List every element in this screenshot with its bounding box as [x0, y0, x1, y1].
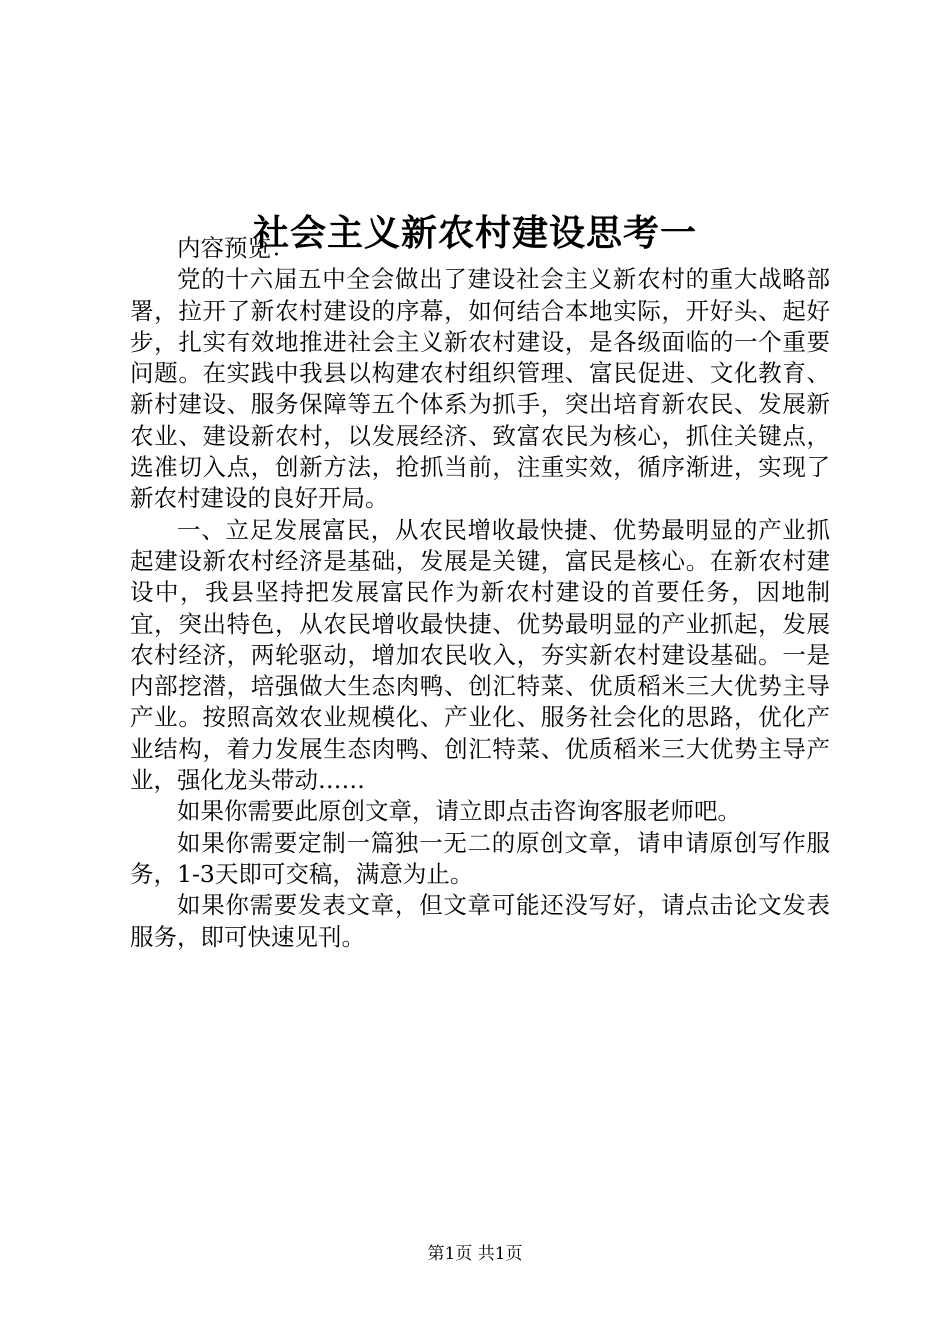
- paragraph-section-one: 一、立足发展富民，从农民增收最快捷、优势最明显的产业抓起建设新农村经济是基础，发展是关键，富民是核心。在新农村建设中，我县坚持把发展富民作为新农村建设的首要任务，因地制宜，突出特色，从农民增收最快捷、优势最明显的产业抓起，发展农村经济，两轮驱动，增加农民收入，夯实新农村建设基础。一是内部挖潜，培强做大生态肉鸭、创汇特菜、优质稻米三大优势主导产业。按照高效农业规模化、产业化、服务社会化的思路，优化产业结构，着力发展生态肉鸭、创汇特菜、优质稻米三大优势主导产业，强化龙头带动……: [130, 515, 830, 795]
- paragraph-publishing-service: 如果你需要发表文章，但文章可能还没写好，请点击论文发表服务，即可快速见刊。: [130, 891, 830, 951]
- paragraph-consult-service: 如果你需要此原创文章，请立即点击咨询客服老师吧。: [177, 797, 741, 826]
- paragraph-custom-writing: 如果你需要定制一篇独一无二的原创文章，请申请原创写作服务，1-3天即可交稿，满意为止。: [130, 828, 830, 888]
- preview-label: 内容预览：: [177, 234, 295, 262]
- document-body: [130, 233, 830, 953]
- document-title: 社会主义新农村建设思考一: [252, 212, 697, 255]
- paragraph-intro: 党的十六届五中全会做出了建设社会主义新农村的重大战略部署，拉开了新农村建设的序幕，如何结合本地实际，开好头、起好步，扎实有效地推进社会主义新农村建设，是各级面临的一个重要问题。在实践中我县以构建农村组织管理、富民促进、文化教育、新村建设、服务保障等五个体系为抓手，突出培育新农民、发展新农业、建设新农村，以发展经济、致富农民为核心，抓住关键点，选准切入点，创新方法，抢抓当前，注重实效，循序渐进，实现了新农村建设的良好开局。: [130, 265, 830, 513]
- page-number-footer: 第1页 共1页: [427, 1244, 523, 1264]
